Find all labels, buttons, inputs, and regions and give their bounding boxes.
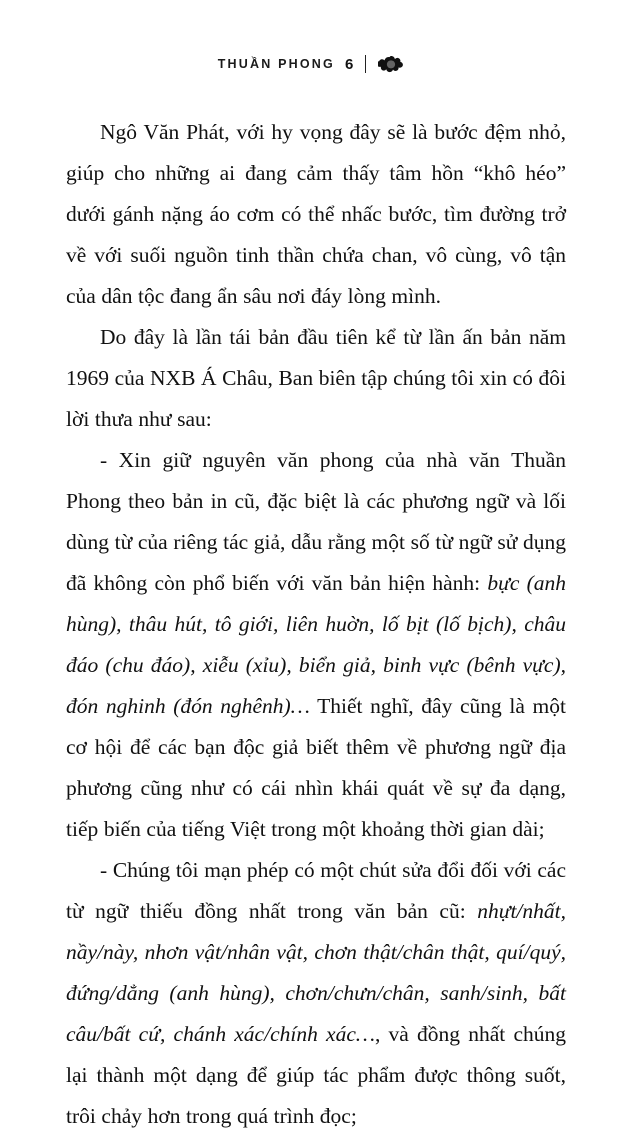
running-head-divider <box>365 55 366 73</box>
running-head <box>0 0 632 76</box>
text-run: Ngô Văn Phát, với hy vọng đây sẽ là bước đệm nhỏ, giúp cho những ai đang cảm thấy tâm hồn “khô héo” dưới gánh nặng áo cơm có thể nhấc bước, tìm đường trở về với suối nguồn tinh thần chứa chan, vô cùng, vô tận của dân tộc đang ẩn sâu nơi đáy lòng mình. <box>66 120 566 308</box>
text-run: nhựt/nhất, nầy/này, nhơn vật/nhân vật, chơn thật/chân thật, quí/quý, đứng/dẳng (anh hùng), chơn/chưn/chân, sanh/sinh, bất câu/bất cứ, chánh xác/chính xác… <box>66 899 566 1046</box>
text-run: Thiết nghĩ, đây cũng là một cơ hội để các bạn độc giả biết thêm về phương ngữ địa phương cũng như có cái nhìn khái quát về sự đa dạng, tiếp biến của tiếng Việt trong một khoảng thời gian dài; <box>66 694 566 841</box>
text-run: , và đồng nhất chúng lại thành một dạng để giúp tác phẩm được thông suốt, trôi chảy hơn trong quá trình đọc; <box>66 1022 566 1128</box>
paragraph-2 <box>66 317 566 440</box>
body-text <box>66 76 566 1137</box>
text-run: - Chúng tôi mạn phép có một chút sửa đổi đối với các từ ngữ thiếu đồng nhất trong văn bản cũ: <box>66 858 566 923</box>
paragraph-1 <box>66 112 566 317</box>
text-run: - Xin giữ nguyên văn phong của nhà văn Thuần Phong theo bản in cũ, đặc biệt là các phương ngữ và lối dùng từ của riêng tác giả, dẫu rằng một số từ ngữ sử dụng đã không còn phổ biến với văn bản hiện hành: <box>66 448 566 595</box>
text-run: bực (anh hùng), thâu hút, tô giới, liên huờn, lố bịt (lố bịch), châu đáo (chu đáo), xiễu (xỉu), biển giả, binh vực (bênh vực), đón nghinh (đón nghênh)… <box>66 571 566 718</box>
paragraph-4 <box>66 850 566 1137</box>
running-head-title: THUẦN PHONG <box>217 57 335 71</box>
paragraph-3 <box>66 440 566 850</box>
floral-ornament-icon <box>378 54 404 76</box>
text-run: Do đây là lần tái bản đầu tiên kể từ lần ấn bản năm 1969 của NXB Á Châu, Ban biên tập chúng tôi xin có đôi lời thưa như sau: <box>66 325 566 431</box>
page-number: 6 <box>344 55 354 73</box>
